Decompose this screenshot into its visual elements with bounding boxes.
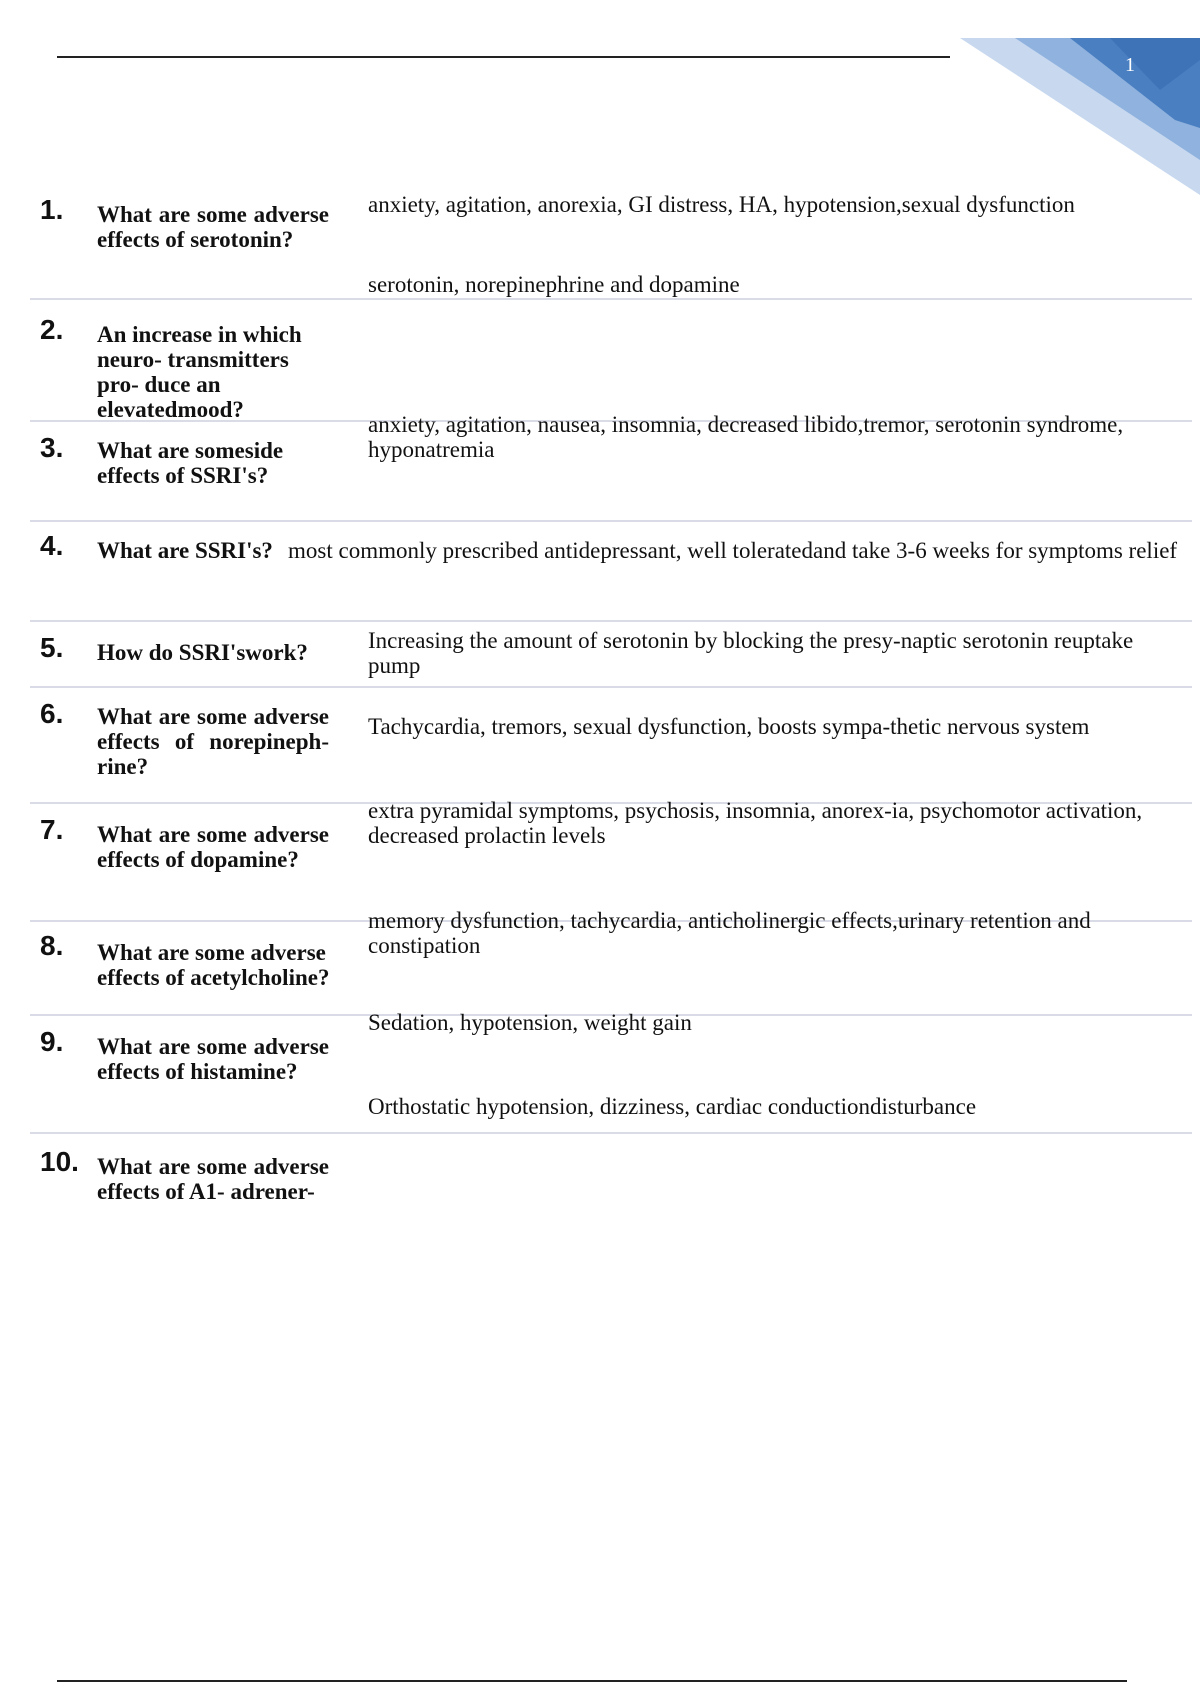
- answer-text: Tachycardia, tremors, sexual dysfunction, boosts sympa-thetic nervous system: [368, 714, 1090, 739]
- question-text: What are SSRI's?: [97, 538, 273, 563]
- answer-text: Sedation, hypotension, weight gain: [368, 1010, 692, 1035]
- answer-text: serotonin, norepinephrine and dopamine: [368, 272, 740, 297]
- footer-rule: [57, 1680, 1127, 1682]
- corner-decoration: [960, 0, 1200, 200]
- page-number: 1: [1125, 54, 1135, 76]
- qa-row-6: [30, 688, 1192, 804]
- question-number: 2.: [40, 314, 64, 345]
- question-text: What are some adverse effects of norepineph-rine?: [97, 704, 329, 779]
- question-number: 3.: [40, 432, 64, 463]
- qa-row-5: [30, 622, 1192, 688]
- qa-row-3: [30, 412, 1192, 522]
- question-text: An increase in which neuro- transmitters pro- duce an elevatedmood?: [97, 322, 302, 422]
- question-number: 5.: [40, 632, 64, 663]
- question-text: What are someside effects of SSRI's?: [97, 438, 284, 488]
- qa-row-8: [30, 908, 1192, 1016]
- answer-text: anxiety, agitation, nausea, insomnia, decreased libido,tremor, serotonin syndrome, hyponatremia: [368, 412, 1124, 462]
- question-number: 10.: [40, 1146, 79, 1177]
- question-number: 8.: [40, 930, 64, 961]
- qa-row-2: [30, 300, 1192, 422]
- answer-text: memory dysfunction, tachycardia, anticholinergic effects,urinary retention and constipation: [368, 908, 1091, 958]
- question-number: 1.: [40, 194, 64, 225]
- qa-row-9: [30, 1010, 1192, 1134]
- qa-row-1: [30, 180, 1192, 300]
- question-number: 9.: [40, 1026, 64, 1057]
- header-rule: [57, 56, 950, 58]
- question-text: What are some adverse effects of acetylcholine?: [97, 940, 330, 990]
- question-text: How do SSRI'swork?: [97, 640, 308, 665]
- question-text: What are some adverse effects of A1- adrener-: [97, 1154, 329, 1204]
- question-number: 4.: [40, 530, 64, 561]
- question-text: What are some adverse effects of serotonin?: [97, 202, 329, 252]
- answer-text: extra pyramidal symptoms, psychosis, insomnia, anorex-ia, psychomotor activation, decreased prolactin levels: [368, 798, 1143, 848]
- question-text: What are some adverse effects of histamine?: [97, 1034, 329, 1084]
- question-text: What are some adverse effects of dopamine?: [97, 822, 329, 872]
- qa-row-10: [30, 1134, 1192, 1244]
- question-number: 7.: [40, 814, 64, 845]
- answer-text: most commonly prescribed antidepressant, well toleratedand take 3-6 weeks for symptoms relief: [288, 538, 1178, 563]
- qa-row-4: [30, 522, 1192, 622]
- answer-text: Orthostatic hypotension, dizziness, cardiac conductiondisturbance: [368, 1094, 977, 1119]
- question-number: 6.: [40, 698, 64, 729]
- qa-row-7: [30, 798, 1192, 922]
- answer-text: anxiety, agitation, anorexia, GI distress, HA, hypotension,sexual dysfunction: [368, 192, 1075, 217]
- answer-text: Increasing the amount of serotonin by blocking the presy-naptic serotonin reuptake pump: [368, 628, 1134, 678]
